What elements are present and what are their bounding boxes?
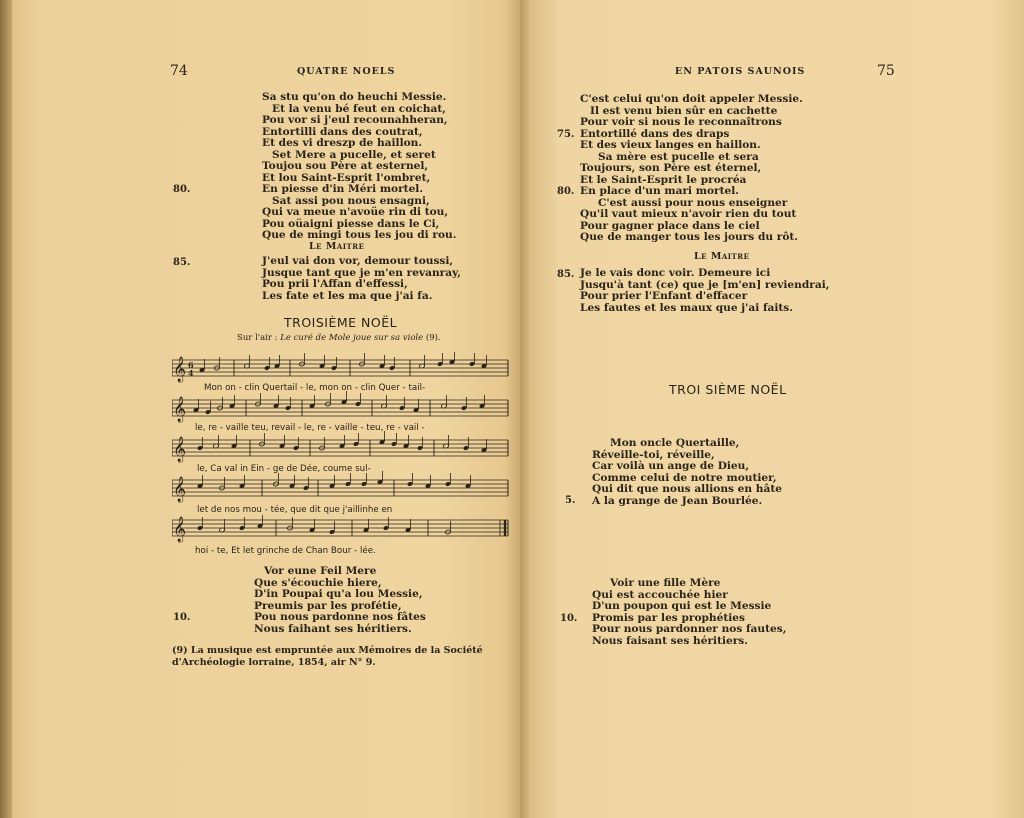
- verse-line: Pou prii l'Affan d'effessi,: [262, 278, 408, 290]
- verse-line: Que s'écouchie hiere,: [254, 576, 382, 589]
- right-running-head: EN PATOIS SAUNOIS: [675, 66, 806, 77]
- line-number-85: 85.: [557, 269, 575, 280]
- air-title: Le curé de Mole joue sur sa viole: [280, 333, 424, 343]
- verse-line: Et lou Saint-Esprit l'ombret,: [262, 171, 431, 184]
- air-prefix: Sur l'air :: [237, 333, 278, 343]
- verse-line: Jusque tant que je m'en revanray,: [262, 266, 461, 279]
- page-stack-edge: [0, 0, 12, 818]
- verse-line: Toujou sou Père at esternel,: [262, 160, 429, 172]
- verse-line: Nous faihant ses héritiers.: [254, 622, 412, 635]
- verse-line: Sa mère est pucelle et sera: [598, 150, 759, 163]
- verse-line: Pour nous pardonner nos fautes,: [592, 623, 787, 635]
- verse-line: J'eul vai don vor, demour toussi,: [262, 255, 454, 267]
- verse-line: Les fautes et les maux que j'ai faits.: [580, 301, 793, 314]
- lyric-line-4: let de nos mou - tée, que dit que j'aillinhe en: [197, 505, 393, 515]
- verse-line: Il est venu bien sûr en cachette: [590, 104, 778, 117]
- verse-line: Mon oncle Quertaille,: [610, 437, 740, 449]
- lyric-line-3: le, Ca val in Ein - ge de Dée, coume sul-: [197, 464, 371, 474]
- verse-line: Sat assi pou nous ensagni,: [272, 194, 430, 207]
- verse-line: Qui va meue n'avoüe rin di tou,: [262, 206, 449, 218]
- verse-line: Et le Saint-Esprit le procréa: [580, 173, 747, 186]
- staff-3: [172, 431, 508, 462]
- verse-line: Pou vor si j'eul recounahheran,: [262, 114, 448, 126]
- staff-1: [172, 352, 508, 382]
- left-speaker: Le Maitre: [309, 241, 365, 252]
- air-ref: (9).: [425, 333, 441, 343]
- verse-line: Que de mingi tous les jou di rou.: [262, 229, 457, 241]
- svg-text:6: 6: [188, 360, 194, 370]
- left-stanza-2: [262, 256, 461, 302]
- line-number-75: 75.: [557, 129, 575, 140]
- air-caption: [237, 333, 441, 343]
- verse-line: Promis par les prophéties: [592, 611, 745, 624]
- verse-line: Pou oüaigni piesse dans le Ci,: [262, 217, 440, 230]
- lyric-line-1: Mon on - clin Quertail - le, mon on - clin Quer - tail-: [204, 383, 426, 393]
- right-stanza-4: [592, 578, 786, 647]
- verse-line: En piesse d'in Méri mortel.: [262, 183, 424, 195]
- line-number-85: 85.: [173, 257, 191, 268]
- verse-line: Et la venu bé feut en coichat,: [272, 102, 446, 115]
- verse-line: Set Mere a pucelle, et seret: [272, 148, 436, 161]
- verse-line: C'est celui qu'on doit appeler Messie.: [580, 93, 803, 105]
- verse-line: Vor eune Feil Mere: [264, 565, 377, 577]
- staff-5: [172, 515, 508, 542]
- left-stanza-1: [262, 92, 456, 242]
- staff-2: [172, 391, 508, 422]
- right-stanza-2: [580, 268, 829, 314]
- verse-line: Je le vais donc voir. Demeure ici: [580, 267, 771, 279]
- verse-line: Que de manger tous les jours du rôt.: [580, 231, 798, 243]
- verse-line: Entortilli dans des coutrat,: [262, 125, 423, 138]
- verse-line: Nous faisant ses héritiers.: [592, 634, 748, 647]
- verse-line: Qui est accouchée hier: [592, 588, 728, 601]
- left-page-number: 74: [170, 63, 188, 79]
- line-number-5: 5.: [565, 495, 576, 506]
- verse-line: Comme celui de notre moutier,: [592, 471, 777, 484]
- left-section-title: TROISIÈME NOËL: [284, 315, 398, 330]
- verse-line: Pour prier l'Enfant d'effacer: [580, 290, 748, 302]
- lyric-line-5: hoi - te, Et let grinche de Chan Bour - lée.: [195, 546, 376, 556]
- verse-line: Pou nous pardonne nos fâtes: [254, 611, 426, 623]
- verse-line: Et des vieux langes en haillon.: [580, 139, 761, 151]
- verse-line: Pour voir si nous le reconnaîtrons: [580, 116, 782, 128]
- verse-line: Sa stu qu'on do heuchi Messie.: [262, 91, 447, 103]
- verse-line: En place d'un mari mortel.: [580, 185, 739, 197]
- line-number-10: 10.: [173, 612, 191, 623]
- right-page: [520, 0, 1024, 818]
- line-number-80: 80.: [173, 184, 191, 195]
- line-number-10: 10.: [560, 613, 578, 624]
- staff-4: [172, 471, 508, 502]
- right-stanza-1: [580, 94, 803, 244]
- lyric-line-2: le, re - vaille teu, revail - le, re - vaille - teu, re - vail -: [195, 423, 425, 433]
- right-section-title: TROI SIÈME NOËL: [669, 382, 787, 397]
- verse-line: Car voilà un ange de Dieu,: [592, 460, 750, 472]
- verse-line: D'in Poupai qu'a lou Messie,: [254, 588, 423, 600]
- verse-line: D'un poupon qui est le Messie: [592, 600, 772, 612]
- verse-line: Qu'il vaut mieux n'avoir rien du tout: [580, 208, 797, 220]
- svg-text:4: 4: [188, 368, 194, 378]
- verse-line: Qui dit que nous allions en hâte: [592, 483, 783, 495]
- verse-line: C'est aussi pour nous enseigner: [598, 196, 788, 209]
- verse-line: Entortillé dans des draps: [580, 127, 730, 140]
- verse-line: A la grange de Jean Bourlée.: [592, 494, 763, 507]
- line-number-80: 80.: [557, 186, 575, 197]
- verse-line: Réveille-toi, réveille,: [592, 448, 715, 461]
- verse-line: Les fate et les ma que j'ai fa.: [262, 289, 433, 302]
- right-page-number: 75: [877, 63, 895, 79]
- right-speaker: Le Maitre: [694, 251, 750, 262]
- verse-line: Pour gagner place dans le ciel: [580, 219, 760, 232]
- left-running-head: QUATRE NOELS: [297, 66, 396, 77]
- right-stanza-3: [592, 438, 782, 507]
- verse-line: Toujours, son Père est éternel,: [580, 162, 762, 174]
- footnote: (9) La musique est empruntée aux Mémoires de la Société d'Archéologie lorraine, 1854, air N° 9.: [172, 645, 483, 668]
- verse-line: Jusqu'à tant (ce) que je [m'en] reviendrai,: [580, 278, 830, 291]
- verse-line: Preumis par les profétie,: [254, 599, 402, 612]
- verse-line: Et des vi dreszp de haillon.: [262, 137, 423, 149]
- left-stanza-3: [254, 566, 426, 635]
- verse-line: Voir une fille Mère: [610, 577, 721, 589]
